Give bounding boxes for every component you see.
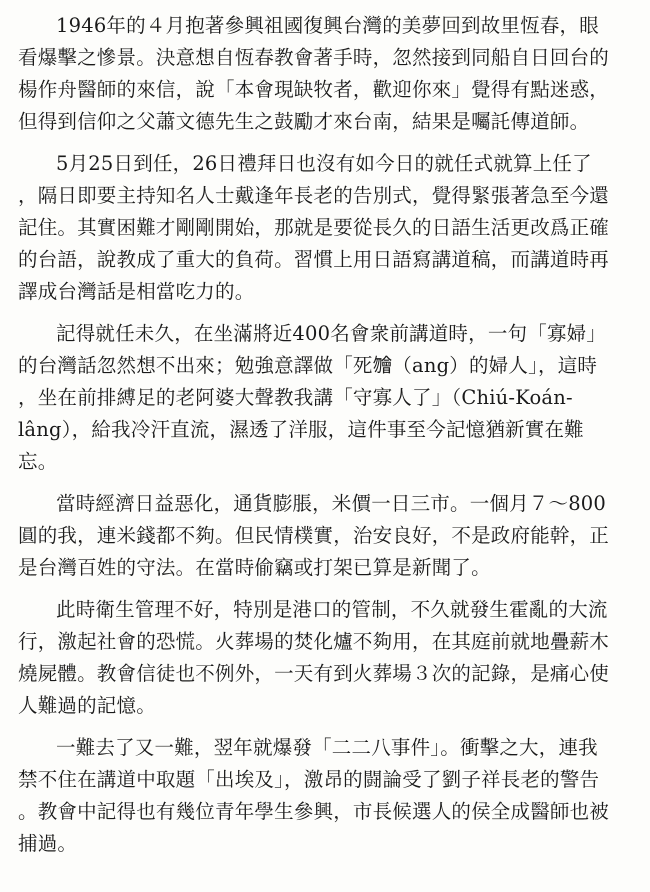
text-line: 的台語，說教成了重大的負荷。習慣上用日語寫講道稿，而講道時再 xyxy=(18,248,610,271)
text-line: 一難去了又一難，翌年就爆發「二二八事件」。衝擊之大，連我 xyxy=(56,736,598,759)
text-line: 。教會中記得也有幾位青年學生參興，市長候選人的侯全成醫師也被 xyxy=(18,800,610,823)
text-line: 當時經濟日益惡化，通貨膨脹，米價一日三市。一個月７～800 xyxy=(56,492,607,515)
text-line: lâng），給我冷汗直流，濕透了洋服，這件事至今記憶猶新實在難 xyxy=(18,418,584,441)
text-line: 看爆擊之慘景。決意想自恆春教會著手時，忽然接到同船自日回台的 xyxy=(18,46,610,69)
paragraph-3 xyxy=(18,318,634,478)
text-line: 此時衛生管理不好，特別是港口的管制，不久就發生霍亂的大流 xyxy=(56,598,608,621)
text-line: 人難過的記憶。 xyxy=(18,694,156,717)
text-line: 是台灣百姓的守法。在當時偷竊或打架已算是新聞了。 xyxy=(18,556,491,579)
text-line: 燒屍體。教會信徒也不例外，一天有到火葬場３次的記錄，是痛心使 xyxy=(18,662,610,685)
text-line: ，隔日即要主持知名人士戴逢年長老的告別式，覺得緊張著急至今還 xyxy=(18,184,610,207)
text-line: 記住。其實困難才剛剛開始，那就是要從長久的日語生活更改爲正確 xyxy=(18,216,610,239)
paragraph-1 xyxy=(18,10,634,138)
text-line: 的台灣話忽然想不出來；勉強意譯做「死𣍐（ang）的婦人」，這時 xyxy=(18,354,598,377)
text-line: 捕過。 xyxy=(18,832,78,855)
text-line: 行，激起社會的恐慌。火葬場的焚化爐不夠用，在其庭前就地疊薪木 xyxy=(18,630,610,653)
paragraph-5 xyxy=(18,594,634,722)
text-line: 楊作舟醫師的來信，說「本會現缺牧者，歡迎你來」覺得有點迷惑， xyxy=(18,78,610,101)
text-line: 記得就任未久，在坐滿將近400名會衆前講道時，一句「寡婦」 xyxy=(56,322,607,345)
paragraph-2 xyxy=(18,148,634,308)
text-line: 5月25日到任，26日禮拜日也沒有如今日的就任式就算上任了 xyxy=(56,152,592,175)
text-line: 忘。 xyxy=(18,450,58,473)
text-line: 譯成台灣話是相當吃力的。 xyxy=(18,280,255,303)
text-line: 1946年的４月抱著參興祖國復興台灣的美夢回到故里恆春，眼 xyxy=(56,14,599,37)
text-line: ，坐在前排縛足的老阿婆大聲教我講「守寡人了」（Chiú-Koán- xyxy=(18,386,573,409)
paragraph-6 xyxy=(18,732,634,860)
text-line: 圓的我，連米錢都不夠。但民情樸實，治安良好，不是政府能幹，正 xyxy=(18,524,610,547)
paragraph-4 xyxy=(18,488,634,584)
text-line: 禁不住在講道中取題「出埃及」，激昂的闘論受了劉子祥長老的警告 xyxy=(18,768,600,791)
text-line: 但得到信仰之父蕭文德先生之鼓勵才來台南，結果是囑託傳道師。 xyxy=(18,110,590,133)
